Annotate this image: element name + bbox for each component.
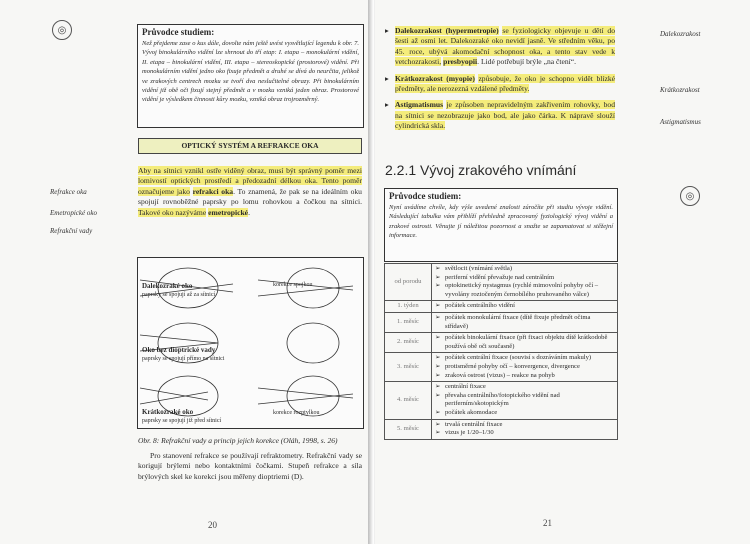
table-bullet xyxy=(435,383,614,392)
table-bullet xyxy=(435,429,614,438)
term-refraction: refrakci oka xyxy=(192,186,234,196)
study-guide-text-right: Nyní uvádíme chvíle, kdy výše uvedené znalosti zúročíte při studiu vývoje vidění. Následující tabulka vám přiblíží přehledně zpracovaný fyziologický vývoj vidění a zrakové ostrosti. Věnujte jí náležitou pozornost a snažte se zapamatovat si stěžejní informace. xyxy=(389,204,613,240)
figure-row-1-right: korekce spojkou xyxy=(273,282,313,288)
defect-astigmatism: ▸ Astigmatismus je způsoben nepravidelným zakřivením rohovky, bod na sítnici se nezobrazuje jako bod, ale jako čárka. K nápravě slouží cylindrická skla. xyxy=(385,100,615,131)
table-bullet-text: trvalá centrální fixace xyxy=(445,420,503,428)
arrow-bullet-icon: ➢ xyxy=(435,371,441,379)
table-desc-cell xyxy=(432,333,618,353)
defect-2-term: Krátkozrakost (myopie) xyxy=(395,73,475,83)
table-bullet-text: počátek monokulární fixace (dítě fixuje předmět očima střídavě) xyxy=(445,313,591,330)
defect-1-extra: presbyopii xyxy=(443,57,478,67)
table-bullet-text: vizus je 1/20–1/30 xyxy=(445,429,494,437)
study-guide-box-right xyxy=(384,188,618,262)
defect-2-text: způsobuje, že oko je schopno vidět blízké předměty, ale nerozezná vzdálené předměty. xyxy=(395,73,615,94)
table-bullet xyxy=(435,314,614,331)
figure-row-3 xyxy=(142,408,221,424)
table-bullet-text: počátek akomodace xyxy=(445,408,498,416)
table-row xyxy=(385,353,618,382)
left-page xyxy=(0,0,372,544)
defect-1-term: Dalekozrakost (hypermetropie) xyxy=(395,26,499,35)
paragraph-text: . To znamená, že pak se na ideálním oku spojují rovnoběžné paprsky po lomu rohovkou a čočkou na sítnici. xyxy=(138,186,362,207)
study-guide-text: Než přejdeme zase o kus dále, dovolte nám ještě uvést vysvětlující legendu k obr. 7. Vývoj binokulárního vidění lze shrnout do tří etap: I. etapa – monokulární vidění, II. etapa – binokulární vidění, III. etapa – stereoskopické (prostorové) vidění. Při monokulárním vidění jedno oko fixuje předmět a druhé se dívá do neurčita, jelikož ve zrakových centrech mozku se tvoří dva neslučitelné obrazy. Při binokulárním vidění již obě oči fixují stejný předmět a v mozku vzniká jeden obraz. Prostorové vidění je výsledkem činnosti kůry mozku, vzniká obraz trojrozměrný. xyxy=(142,40,359,104)
bottom-paragraph: Pro stanovení refrakce se používají refraktometry. Refrakční vady se korigují brýlemi nebo kontaktními čočkami. Stupeň refrakce a síla brýlových skel ke korekci jsou měřeny dioptriemi (D). xyxy=(138,451,362,481)
figure-row-2 xyxy=(142,346,225,362)
table-bullet-text: počátek binokulární fixace (při fixaci objektu dítě krátkodobě používá obě oči současně) xyxy=(445,334,608,350)
defect-1-text: se fyziologicky objevuje u dětí do šesti až osmi let. Dalekozraké oko nevidí jasně. Ve středním věku, po 45. roce, ubývá akomodační schopnost oka, a tento stav vede k vetchozrakosti, xyxy=(395,26,615,67)
right-page xyxy=(375,0,750,544)
table-bullet-text: zraková ostrost (vizus) – reakce na pohyb xyxy=(445,371,555,379)
refraction-figure xyxy=(137,257,364,429)
target-icon: ◎ xyxy=(52,20,72,40)
arrow-bullet-icon: ➢ xyxy=(435,362,441,370)
table-bullet xyxy=(435,274,614,283)
arrow-bullet-icon: ➢ xyxy=(435,420,441,428)
table-bullet xyxy=(435,265,614,274)
study-guide-title-right: Průvodce studiem: xyxy=(389,191,462,201)
margin-note-refraction: Refrakce oka xyxy=(50,188,87,196)
arrow-bullet-icon: ➢ xyxy=(435,383,441,391)
table-row xyxy=(385,312,618,332)
arrow-bullet-icon: ➢ xyxy=(435,334,441,342)
table-bullet xyxy=(435,421,614,430)
figure-row-3-right: korekce rozptylkou xyxy=(273,410,320,416)
margin-note-astigmatism: Astigmatismus xyxy=(660,118,701,126)
defect-3-term: Astigmatismus xyxy=(395,100,444,110)
arrow-bullet-icon: ➢ xyxy=(435,282,441,290)
table-bullet-text: centrální fixace xyxy=(445,383,486,391)
defect-1-tail: . Lidé potřebují brýle „na čtení“. xyxy=(477,57,577,67)
defect-hypermetropia: ▸ Dalekozrakost (hypermetropie) se fyziologicky objevuje u dětí do šesti až osmi let. Dalekozraké oko nevidí jasně. Ve středním věku, po 45. roce, ubývá akomodační schopnost oka, a tento stav vede k vetchozrakosti, presbyopii. Lidé potřebují brýle „na čtení“. xyxy=(385,26,615,67)
figure-row-3-title: Krátkozraké oko xyxy=(142,408,194,416)
table-desc-cell xyxy=(432,312,618,332)
margin-note-myopia: Krátkozrakost xyxy=(660,86,700,94)
arrow-bullet-icon: ➢ xyxy=(435,273,441,281)
table-row xyxy=(385,333,618,353)
arrow-bullet-icon: ➢ xyxy=(435,354,441,362)
table-bullet-text: protisměrné pohyby očí – konvergence, divergence xyxy=(445,362,580,370)
table-desc-cell xyxy=(432,301,618,313)
table-age-cell: 3. měsíc xyxy=(385,353,432,382)
figure-row-1 xyxy=(142,282,215,298)
arrow-bullet-icon: ➢ xyxy=(435,265,441,272)
highlight-text-2: Takové oko nazýváme xyxy=(138,207,207,217)
table-bullet xyxy=(435,282,614,299)
figure-row-3-sub: paprsky se spojují již před sítnicí xyxy=(142,418,222,424)
paragraph-end: . xyxy=(248,207,250,217)
figure-row-2-title: Oko bez dioptrické vady xyxy=(142,346,216,354)
table-bullet-text: světlocit (vnímání světla) xyxy=(445,265,513,272)
target-icon: ◎ xyxy=(680,186,700,206)
defect-3-text: je způsoben nepravidelným zakřivením rohovky, bod na sítnici se nezobrazuje jako bod, ale jako čárka. K nápravě slouží cylindrická skla. xyxy=(395,100,615,131)
table-age-cell: od porodu xyxy=(385,264,432,301)
highlight-text: Aby na sítnici vznikl ostře viděný obraz, musí být správný poměr mezi lomivostí optických prostředí a předozadní délkou oka. Tento poměr označujeme jako xyxy=(138,166,362,196)
margin-note-hypermetropia: Dalekozrakost xyxy=(660,30,701,38)
table-bullet-text: počátek centrální fixace (souvisí s dozráváním makuly) xyxy=(445,354,592,362)
page-number-right: 21 xyxy=(543,518,552,528)
table-age-cell: 2. měsíc xyxy=(385,333,432,353)
study-guide-box xyxy=(137,24,364,128)
table-row xyxy=(385,301,618,313)
table-desc-cell xyxy=(432,382,618,419)
margin-note-emmetropic: Emetropické oko xyxy=(50,209,97,217)
table-age-cell: 5. měsíc xyxy=(385,419,432,439)
table-bullet-text: počátek centrálního vidění xyxy=(445,302,515,310)
study-guide-title: Průvodce studiem: xyxy=(142,27,215,37)
table-bullet xyxy=(435,302,614,311)
table-age-cell: 1. měsíc xyxy=(385,312,432,332)
figure-row-2-sub: paprsky se spojují přímo na sítnici xyxy=(142,356,225,362)
table-row xyxy=(385,419,618,439)
section-heading: OPTICKÝ SYSTÉM A REFRAKCE OKA xyxy=(138,138,362,154)
table-bullet xyxy=(435,409,614,418)
table-bullet xyxy=(435,363,614,372)
table-desc-cell xyxy=(432,264,618,301)
table-body xyxy=(385,264,618,440)
table-row xyxy=(385,264,618,301)
defects-list xyxy=(385,26,615,132)
arrow-bullet-icon: ➢ xyxy=(435,313,441,321)
figure-caption: Obr. 8: Refrakční vady a princip jejich korekce (Oláh, 1998, s. 26) xyxy=(138,436,338,445)
table-bullet xyxy=(435,392,614,409)
margin-note-refractive-errors: Refrakční vady xyxy=(50,227,93,235)
table-desc-cell xyxy=(432,419,618,439)
table-age-cell: 4. měsíc xyxy=(385,382,432,419)
table-bullet-text: periferní vidění převažuje nad centrálním xyxy=(445,273,555,281)
refraction-paragraph xyxy=(138,166,362,218)
table-bullet xyxy=(435,334,614,351)
defect-myopia: ▸ Krátkozrakost (myopie) způsobuje, že oko je schopno vidět blízké předměty, ale nerozezná vzdálené předměty. xyxy=(385,73,615,94)
table-bullet xyxy=(435,354,614,363)
arrow-bullet-icon: ➢ xyxy=(435,429,441,437)
heading-text: Vývoj zrakového vnímání xyxy=(420,162,577,178)
figure-row-1-title: Dalekozraké oko xyxy=(142,282,193,290)
table-bullet xyxy=(435,372,614,381)
table-age-cell: 1. týden xyxy=(385,301,432,313)
term-emmetropic: emetropické xyxy=(208,207,249,217)
figure-row-1-sub: paprsky se spojují až za sítnicí xyxy=(142,292,216,298)
arrow-bullet-icon: ➢ xyxy=(435,408,441,416)
table-bullet-text: optokinetický nystagmus (rychlé mimovolní pohyby očí – vyvolány roztočeným černobílého pruhovaného válce) xyxy=(445,282,599,298)
table-bullet-text: převaha centrálního/fotopického vidění nad periferním/skotopickým xyxy=(445,391,560,408)
table-desc-cell xyxy=(432,353,618,382)
page-number-left: 20 xyxy=(208,520,217,530)
heading-number: 2.2.1 xyxy=(385,162,417,178)
table-row xyxy=(385,382,618,419)
section-heading-vision xyxy=(385,162,576,178)
vision-development-table xyxy=(384,263,618,440)
arrow-bullet-icon: ➢ xyxy=(435,302,441,310)
arrow-bullet-icon: ➢ xyxy=(435,391,441,399)
